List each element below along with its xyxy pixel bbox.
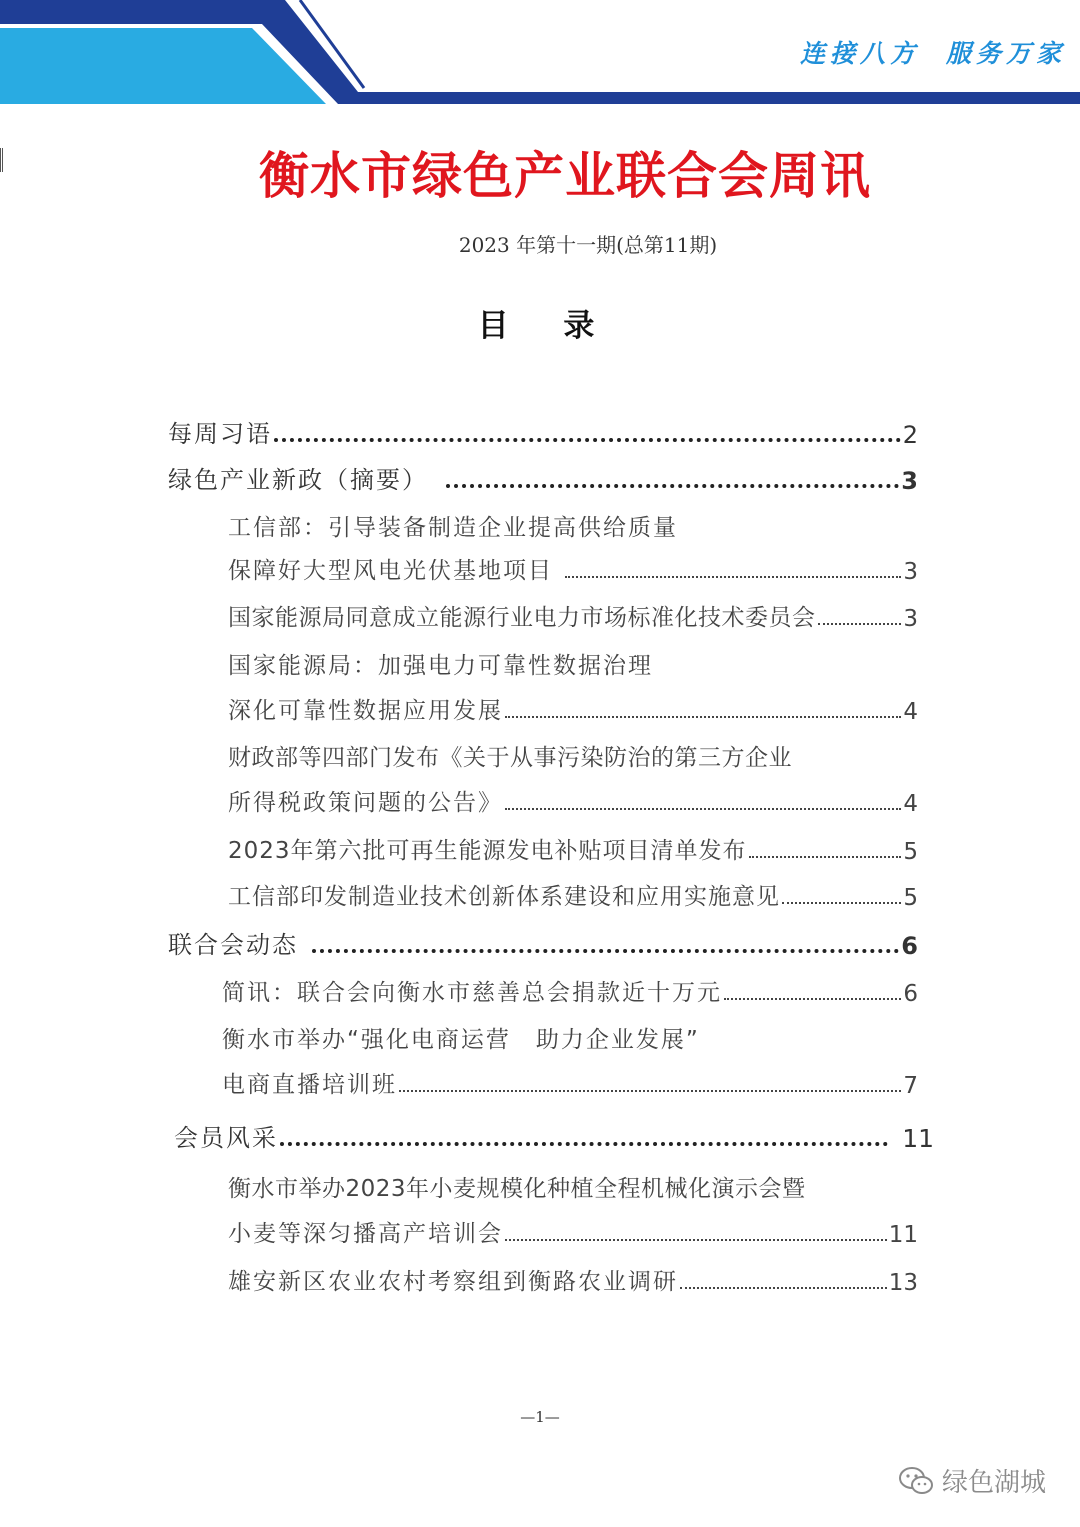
page-number: —1— (520, 1408, 560, 1426)
dot-leader (565, 576, 901, 578)
toc-text: 所得税政策问题的公告》 (228, 790, 503, 816)
issue-line: 2023 年第十一期(总第11期) (458, 233, 718, 257)
toc-item-policy-5[interactable] (228, 831, 918, 865)
dot-leader (505, 808, 901, 810)
toc-page: 5 (903, 885, 918, 911)
slogan (800, 34, 1066, 70)
toc-item-members-1-line2[interactable] (228, 1214, 918, 1248)
dot-leader (505, 716, 901, 718)
dot-leader (274, 438, 901, 442)
watermark (898, 1462, 1046, 1499)
toc-item-members-1-line1[interactable]: 衡水市举办2023年小麦规模化种植全程机械化演示会暨 (228, 1176, 806, 1202)
toc-page: 13 (888, 1270, 918, 1296)
toc-text: 国家能源局同意成立能源行业电力市场标准化技术委员会 (228, 605, 816, 631)
toc-page: 5 (903, 839, 918, 865)
toc-item-policy-1-line2[interactable] (228, 551, 918, 585)
toc-item-federation-2-line1[interactable]: 衡水市举办“强化电商运营 助力企业发展” (222, 1027, 700, 1053)
toc-text: 2023年第六批可再生能源发电补贴项目清单发布 (228, 838, 747, 864)
toc-page: 6 (903, 981, 918, 1007)
toc-page: 3 (903, 606, 918, 632)
toc-page: 6 (901, 932, 918, 960)
toc-page: 11 (888, 1222, 918, 1248)
toc-item-members-2[interactable] (228, 1262, 918, 1296)
dot-leader (399, 1090, 901, 1092)
toc-page: 2 (902, 421, 918, 449)
toc-item-policy-1-line1[interactable]: 工信部：引导装备制造企业提高供给质量 (228, 515, 678, 541)
toc-text: 会员风采 (174, 1124, 278, 1152)
dot-leader (680, 1287, 887, 1289)
toc-item-policy-6[interactable] (228, 877, 918, 911)
toc-item-federation-1[interactable] (222, 973, 918, 1007)
toc-text: 保障好大型风电光伏基地项目 (228, 558, 553, 584)
toc-text: 简讯：联合会向衡水市慈善总会捐款近十万元 (222, 980, 722, 1006)
toc-page: 3 (901, 467, 918, 495)
toc-text: 每周习语 (168, 420, 272, 448)
dot-leader (749, 856, 902, 858)
dot-leader (724, 998, 901, 1000)
toc-text: 电商直播培训班 (222, 1072, 397, 1098)
toc-page: 3 (903, 559, 918, 585)
toc-text: 工信部印发制造业技术创新体系建设和应用实施意见 (228, 884, 780, 910)
toc-page: 4 (903, 791, 918, 817)
dot-leader (280, 1142, 888, 1146)
toc-text: 绿色产业新政（摘要） (168, 466, 428, 494)
toc-item-policy-3-line2[interactable] (228, 691, 918, 725)
toc-item-policy-4-line1[interactable]: 财政部等四部门发布《关于从事污染防治的第三方企业 (228, 745, 792, 771)
dot-leader (782, 902, 901, 904)
watermark-text: 绿色湖城 (941, 1468, 1046, 1498)
toc-item-policy-3-line1[interactable]: 国家能源局：加强电力可靠性数据治理 (228, 653, 653, 679)
toc-text: 小麦等深匀播高产培训会 (228, 1221, 503, 1247)
toc-item-policy-4-line2[interactable] (228, 783, 918, 817)
dot-leader (446, 484, 899, 488)
toc-item-weekly-quote[interactable] (168, 415, 918, 449)
toc-item-federation-2-line2[interactable] (222, 1065, 918, 1099)
toc-item-policy[interactable] (168, 461, 918, 495)
toc-item-policy-2[interactable] (228, 598, 918, 632)
dot-leader (312, 949, 899, 953)
toc-page: 7 (903, 1073, 918, 1099)
slogan-right: 服务万家 (945, 39, 1066, 68)
toc-heading: 目 录 (477, 308, 617, 344)
dot-leader (505, 1239, 887, 1241)
toc-text: 深化可靠性数据应用发展 (228, 698, 503, 724)
slogan-left: 连接八方 (799, 39, 920, 68)
toc-text: 雄安新区农业农村考察组到衡路农业调研 (228, 1269, 678, 1295)
toc-item-members[interactable] (174, 1119, 934, 1153)
wechat-icon (898, 1466, 934, 1496)
toc-text: 联合会动态 (168, 931, 298, 959)
page-title: 衡水市绿色产业联合会周讯 (259, 147, 871, 205)
toc-page: 11 (902, 1124, 934, 1153)
toc-page: 4 (903, 699, 918, 725)
dot-leader (818, 623, 902, 625)
toc-item-federation[interactable] (168, 926, 918, 960)
